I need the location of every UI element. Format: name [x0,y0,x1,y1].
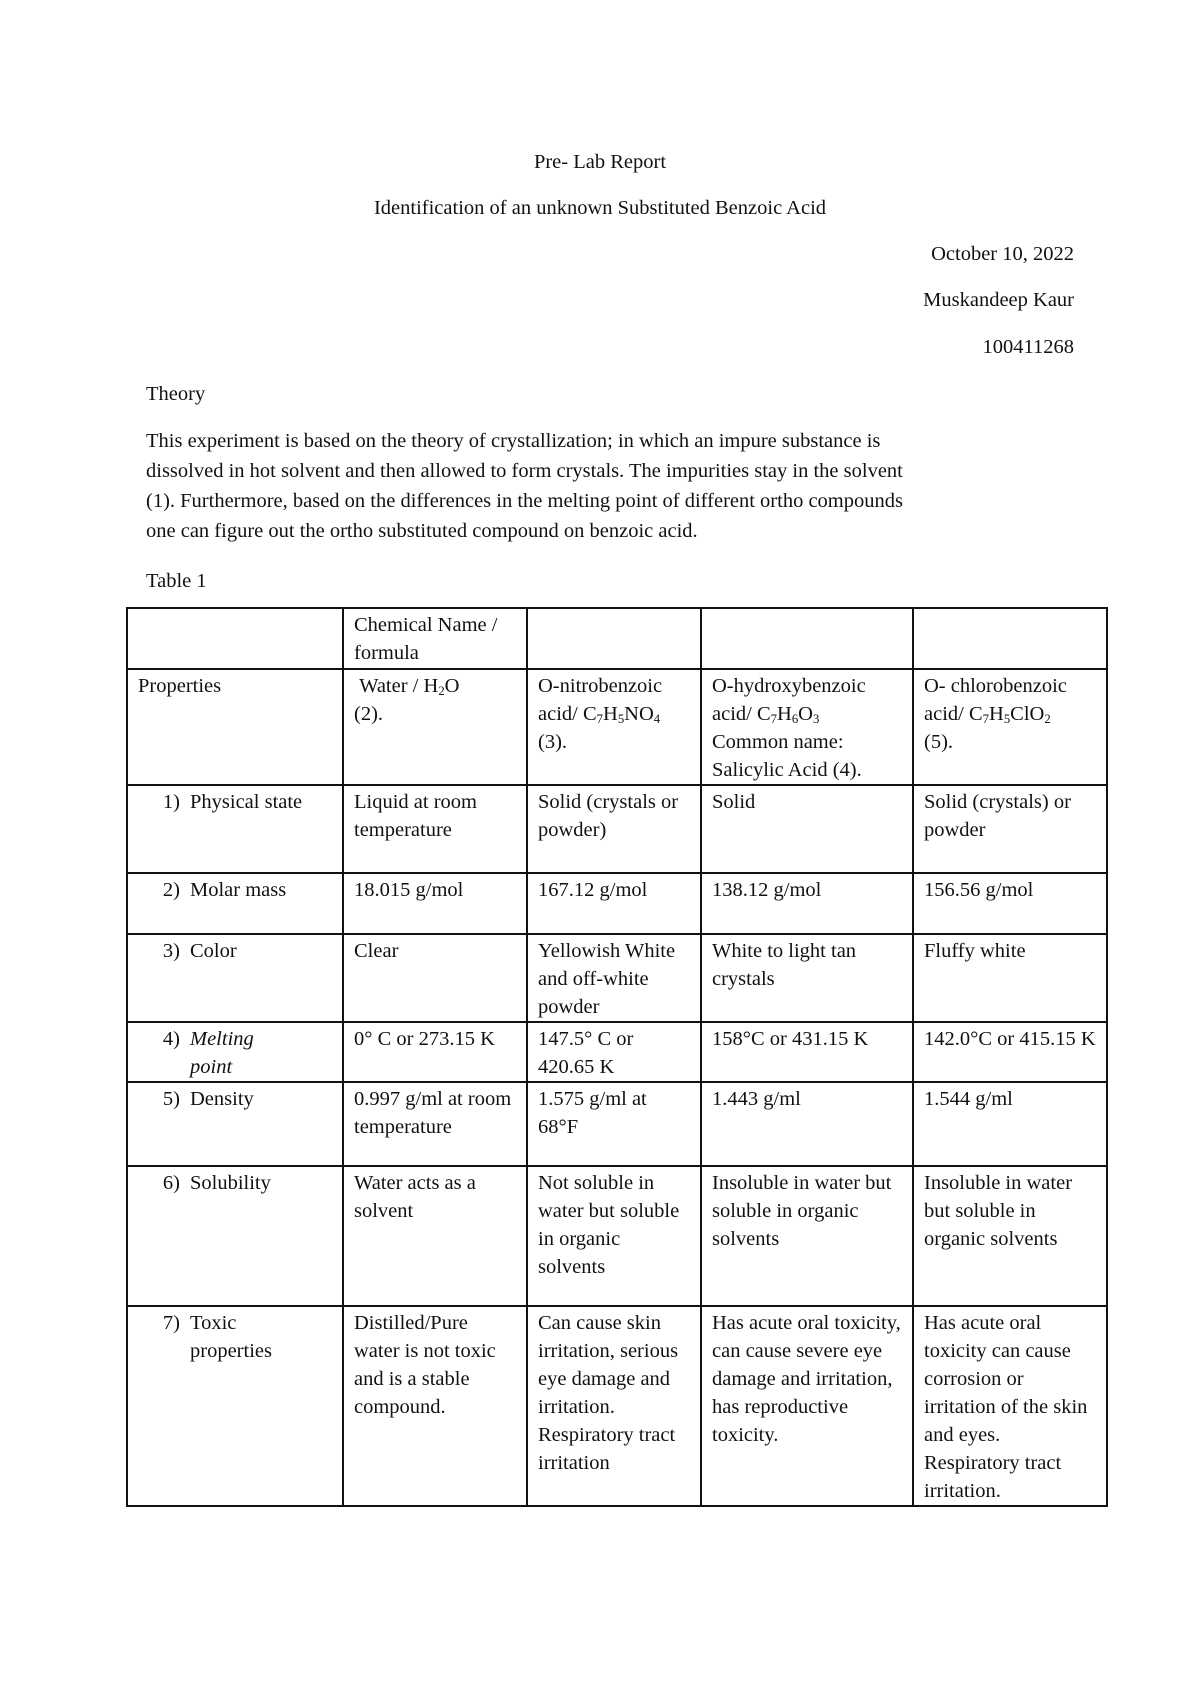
properties-label: Properties [127,669,343,785]
value-cell: 142.0°C or 415.15 K [913,1022,1107,1082]
compound-row [127,669,1107,785]
value-cell: Has acute oral toxicity can cause corrosion or irritation of the skin and eyes. Respiratory tract irritation. [913,1306,1107,1506]
table-row [127,1022,1107,1082]
table-row [127,1166,1107,1306]
header-cell [913,608,1107,669]
value-cell: Clear [343,934,527,1022]
value-cell: 0° C or 273.15 K [343,1022,527,1082]
property-cell: 5) Density [127,1082,343,1166]
value-cell: Solid (crystals or powder) [527,785,701,873]
value-cell: Water acts as a solvent [343,1166,527,1306]
header-cell [701,608,913,669]
value-cell: Not soluble in water but soluble in organic solvents [527,1166,701,1306]
value-cell: Solid (crystals) or powder [913,785,1107,873]
theory-line: This experiment is based on the theory of crystallization; in which an impure substance is [146,430,881,452]
value-cell: 1.575 g/ml at 68°F [527,1082,701,1166]
author-name: Muskandeep Kaur [923,289,1074,311]
value-cell: Liquid at room temperature [343,785,527,873]
value-cell: 0.997 g/ml at room temperature [343,1082,527,1166]
table-row [127,1306,1107,1506]
header-cell [127,608,343,669]
theory-line: one can figure out the ortho substituted compound on benzoic acid. [146,520,698,542]
compound-hydroxybenzoic: O-hydroxybenzoic acid/ $C_7H_6O_3$ Common name: Salicylic Acid (4). [701,669,913,785]
table-row [127,873,1107,934]
value-cell: Insoluble in water but soluble in organic solvents [701,1166,913,1306]
table-header-row [127,608,1107,669]
property-cell: 3) Color [127,934,343,1022]
value-cell: 156.56 g/mol [913,873,1107,934]
table-row [127,1082,1107,1166]
property-cell: 7) Toxic properties [127,1306,343,1506]
report-title: Pre- Lab Report [533,151,667,173]
property-cell: 4) Melting point [127,1022,343,1082]
value-cell: 167.12 g/mol [527,873,701,934]
table-caption: Table 1 [146,570,207,592]
header-chemical-name: Chemical Name / formula [343,608,527,669]
value-cell: 138.12 g/mol [701,873,913,934]
theory-line: dissolved in hot solvent and then allowed to form crystals. The impurities stay in the solvent [146,460,903,482]
value-cell: Can cause skin irritation, serious eye damage and irritation. Respiratory tract irritation [527,1306,701,1506]
value-cell: 1.544 g/ml [913,1082,1107,1166]
properties-table [126,607,1108,1507]
value-cell: 147.5° C or 420.65 K [527,1022,701,1082]
value-cell: 1.443 g/ml [701,1082,913,1166]
theory-heading: Theory [146,383,206,405]
report-subtitle: Identification of an unknown Substituted Benzoic Acid [373,197,827,219]
compound-chlorobenzoic: O- chlorobenzoic acid/ $C_7H_5ClO_2$ (5). [913,669,1107,785]
theory-line: (1). Furthermore, based on the differences in the melting point of different ortho compounds [146,490,903,512]
theory-paragraph [146,426,1046,546]
report-date: October 10, 2022 [931,243,1074,265]
header-cell [527,608,701,669]
table-row [127,934,1107,1022]
property-cell: 1) Physical state [127,785,343,873]
compound-nitrobenzoic: O-nitrobenzoic acid/ $C_7H_5NO_4$ (3). [527,669,701,785]
value-cell: Yellowish White and off-white powder [527,934,701,1022]
value-cell: Has acute oral toxicity, can cause severe eye damage and irritation, has reproductive toxicity. [701,1306,913,1506]
compound-water: Water / $H_2O$ (2). [343,669,527,785]
value-cell: Insoluble in water but soluble in organic solvents [913,1166,1107,1306]
property-cell: 6) Solubility [127,1166,343,1306]
table-row [127,785,1107,873]
value-cell: Fluffy white [913,934,1107,1022]
value-cell: Solid [701,785,913,873]
value-cell: 158°C or 431.15 K [701,1022,913,1082]
value-cell: 18.015 g/mol [343,873,527,934]
student-id: 100411268 [982,336,1074,358]
value-cell: Distilled/Pure water is not toxic and is a stable compound. [343,1306,527,1506]
property-cell: 2) Molar mass [127,873,343,934]
value-cell: White to light tan crystals [701,934,913,1022]
